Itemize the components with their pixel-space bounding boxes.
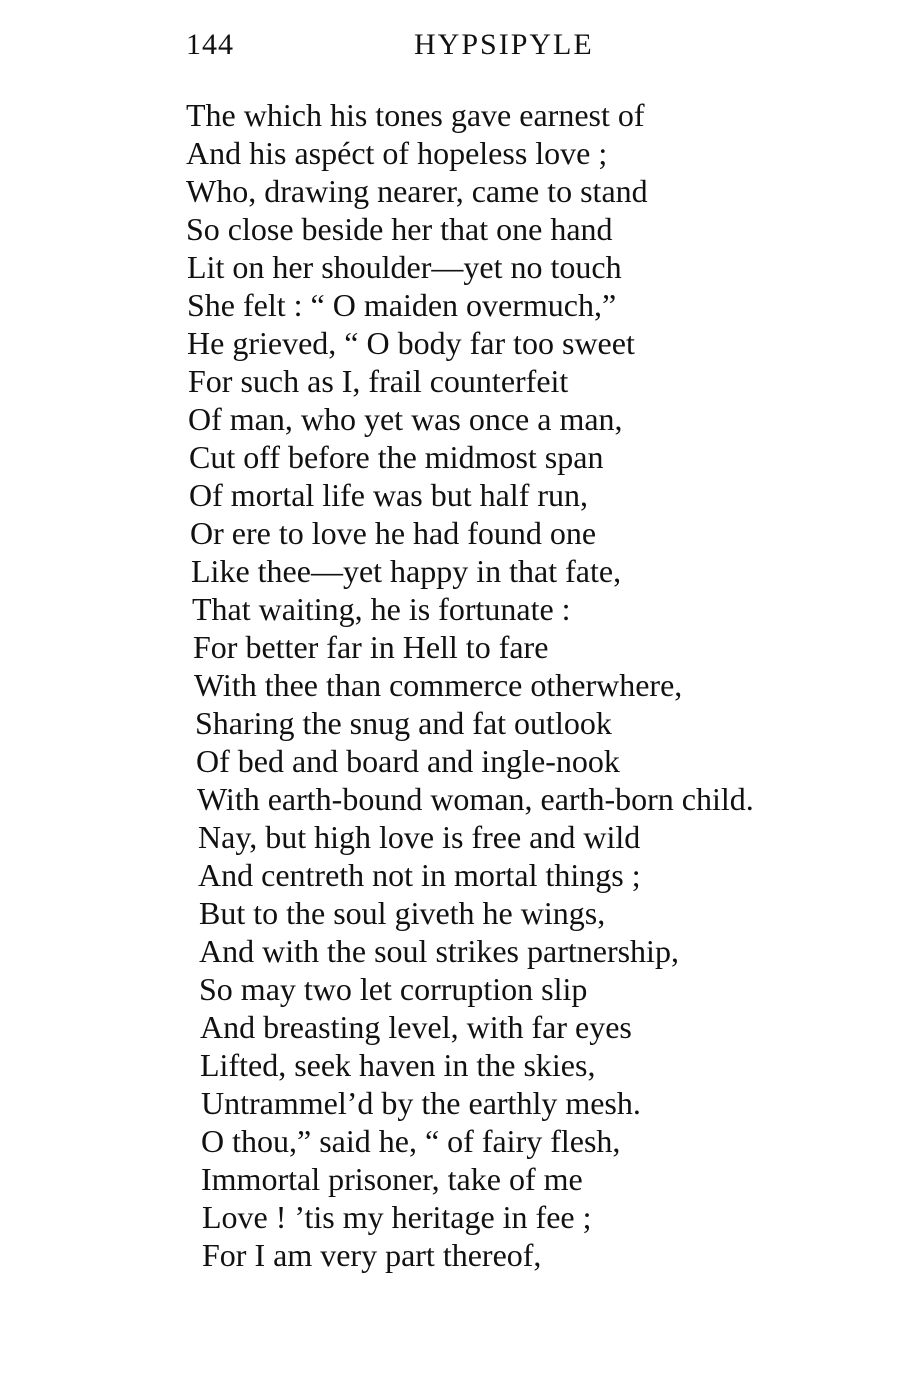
poem-line: Nay, but high love is free and wild <box>198 819 641 855</box>
poem-line: And breasting level, with far eyes <box>200 1009 632 1045</box>
poem-line: Of bed and board and ingle-nook <box>196 743 620 779</box>
poem-line: With earth-bound woman, earth-born child. <box>197 781 754 817</box>
poem-line: O thou,” said he, “ of fairy flesh, <box>201 1123 621 1159</box>
poem-line: Like thee—yet happy in that fate, <box>191 553 622 589</box>
poem-line: But to the soul giveth he wings, <box>199 895 606 931</box>
poem-line: Of man, who yet was once a man, <box>188 401 623 437</box>
poem-line: Cut off before the midmost span <box>189 439 604 475</box>
poem-line: He grieved, “ O body far too sweet <box>187 325 635 361</box>
poem-line: With thee than commerce otherwhere, <box>194 667 683 703</box>
poem-line: Sharing the snug and fat outlook <box>195 705 612 741</box>
poem-line: So may two let corruption slip <box>199 971 588 1007</box>
poem-line: For I am very part thereof, <box>202 1237 542 1273</box>
page-header <box>186 28 646 72</box>
poem-line: That waiting, he is fortunate : <box>192 591 571 627</box>
poem-line: For such as I, frail counterfeit <box>188 363 569 399</box>
poem-line: Lifted, seek haven in the skies, <box>200 1047 596 1083</box>
page-number: 144 <box>186 28 234 61</box>
poem-line: Of mortal life was but half run, <box>189 477 588 513</box>
poem-line: Lit on her shoulder—yet no touch <box>187 249 622 285</box>
poem-line: She felt : “ O maiden overmuch,” <box>187 287 617 323</box>
poem-line: For better far in Hell to fare <box>193 629 549 665</box>
poem-line: Or ere to love he had found one <box>190 515 597 551</box>
poem-line: So close beside her that one hand <box>186 211 613 247</box>
poem-line: Who, drawing nearer, came to stand <box>186 173 648 209</box>
poem-line: Untrammel’d by the earthly mesh. <box>201 1085 641 1121</box>
poem-line: And with the soul strikes partnership, <box>199 933 679 969</box>
running-title: HYPSIPYLE <box>414 28 594 61</box>
poem-line: And his aspéct of hopeless love ; <box>186 135 608 171</box>
poem-text <box>186 96 876 1274</box>
poem-line: The which his tones gave earnest of <box>186 97 645 133</box>
poem-line: Immortal prisoner, take of me <box>201 1161 583 1197</box>
poem-line: Love ! ’tis my heritage in fee ; <box>202 1199 592 1235</box>
poem-line: And centreth not in mortal things ; <box>198 857 641 893</box>
